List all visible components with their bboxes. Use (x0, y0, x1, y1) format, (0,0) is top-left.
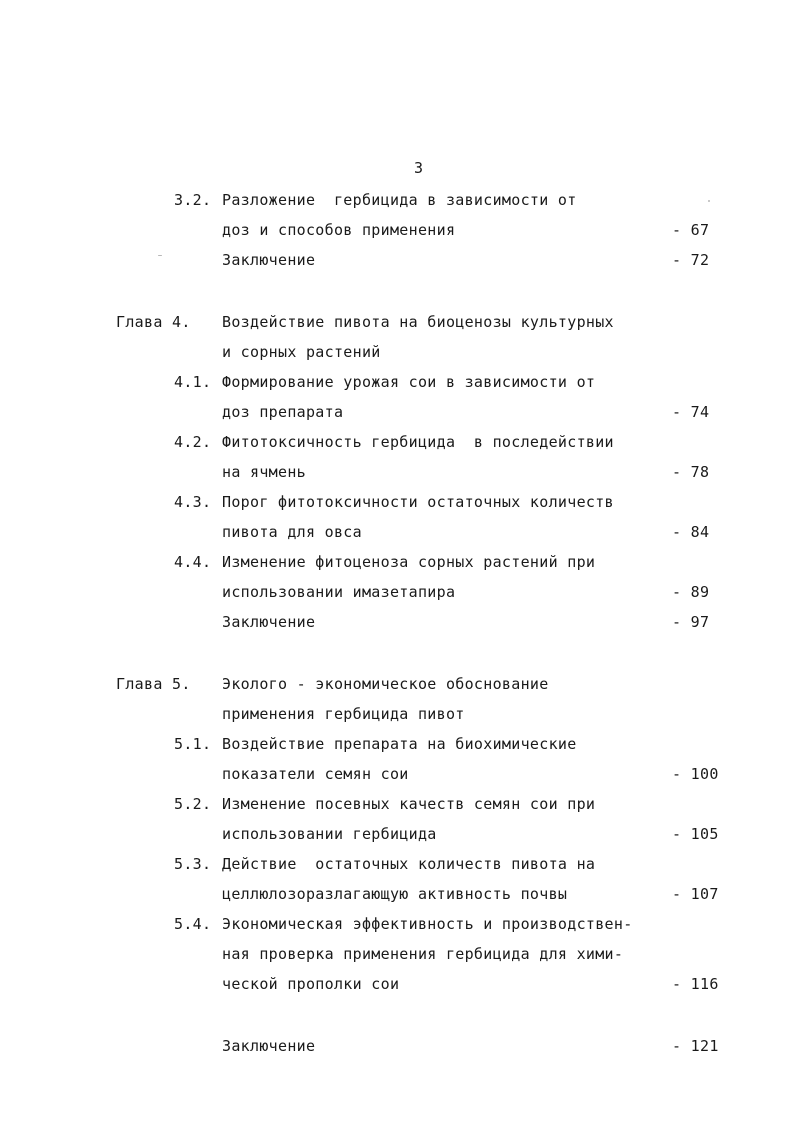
section-number: 5.2. (174, 795, 212, 813)
section-number: 5.3. (174, 855, 212, 873)
scan-speck (708, 200, 710, 202)
section-number: 3.2. (174, 191, 212, 209)
conclusion-label: Заключение (222, 613, 316, 631)
section-title-line: на ячмень (222, 463, 306, 481)
page-ref: - 121 (672, 1037, 719, 1055)
conclusion-label: Заключение (222, 1037, 316, 1055)
section-title-line: доз препарата (222, 403, 344, 421)
section-title-line: Разложение гербицида в зависимости от (222, 191, 577, 209)
page-ref: - 116 (672, 975, 719, 993)
section-number: 4.3. (174, 493, 212, 511)
section-title-line: Экономическая эффективность и производствен- (222, 915, 633, 933)
section-title-line: Действие остаточных количеств пивота на (222, 855, 596, 873)
page-ref: - 84 (672, 523, 710, 541)
section-number: 4.4. (174, 553, 212, 571)
chapter-label: Глава 4. (116, 313, 191, 331)
section-number: 4.1. (174, 373, 212, 391)
page-ref: - 100 (672, 765, 719, 783)
page-ref: - 74 (672, 403, 710, 421)
page-ref: - 72 (672, 251, 710, 269)
section-title-line: ная проверка применения гербицида для хими- (222, 945, 624, 963)
section-title-line: доз и способов применения (222, 221, 456, 239)
section-title-line: показатели семян сои (222, 765, 409, 783)
section-title-line: Изменение фитоценоза сорных растений при (222, 553, 596, 571)
page-ref: - 67 (672, 221, 710, 239)
section-title-line: Формирование урожая сои в зависимости от (222, 373, 596, 391)
page-ref: - 89 (672, 583, 710, 601)
section-title-line: Фитотоксичность гербицида в последействии (222, 433, 614, 451)
page-ref: - 97 (672, 613, 710, 631)
page-ref: - 107 (672, 885, 719, 903)
section-title-line: целлюлозоразлагающую активность почвы (222, 885, 568, 903)
section-title-line: использовании имазетапира (222, 583, 456, 601)
chapter-title-line: Эколого - экономическое обоснование (222, 675, 549, 693)
page-ref: - 78 (672, 463, 710, 481)
chapter-title-line: и сорных растений (222, 343, 381, 361)
scan-speck (158, 255, 162, 256)
section-number: 5.1. (174, 735, 212, 753)
section-title-line: ческой прополки сои (222, 975, 400, 993)
section-title-line: пивота для овса (222, 523, 362, 541)
chapter-title-line: применения гербицида пивот (222, 705, 465, 723)
chapter-label: Глава 5. (116, 675, 191, 693)
page-number: 3 (414, 159, 424, 177)
section-number: 4.2. (174, 433, 212, 451)
section-title-line: Воздействие препарата на биохимические (222, 735, 577, 753)
section-number: 5.4. (174, 915, 212, 933)
section-title-line: использовании гербицида (222, 825, 437, 843)
page-ref: - 105 (672, 825, 719, 843)
conclusion-label: Заключение (222, 251, 316, 269)
section-title-line: Изменение посевных качеств семян сои при (222, 795, 596, 813)
section-title-line: Порог фитотоксичности остаточных количеств (222, 493, 614, 511)
chapter-title-line: Воздействие пивота на биоценозы культурных (222, 313, 614, 331)
